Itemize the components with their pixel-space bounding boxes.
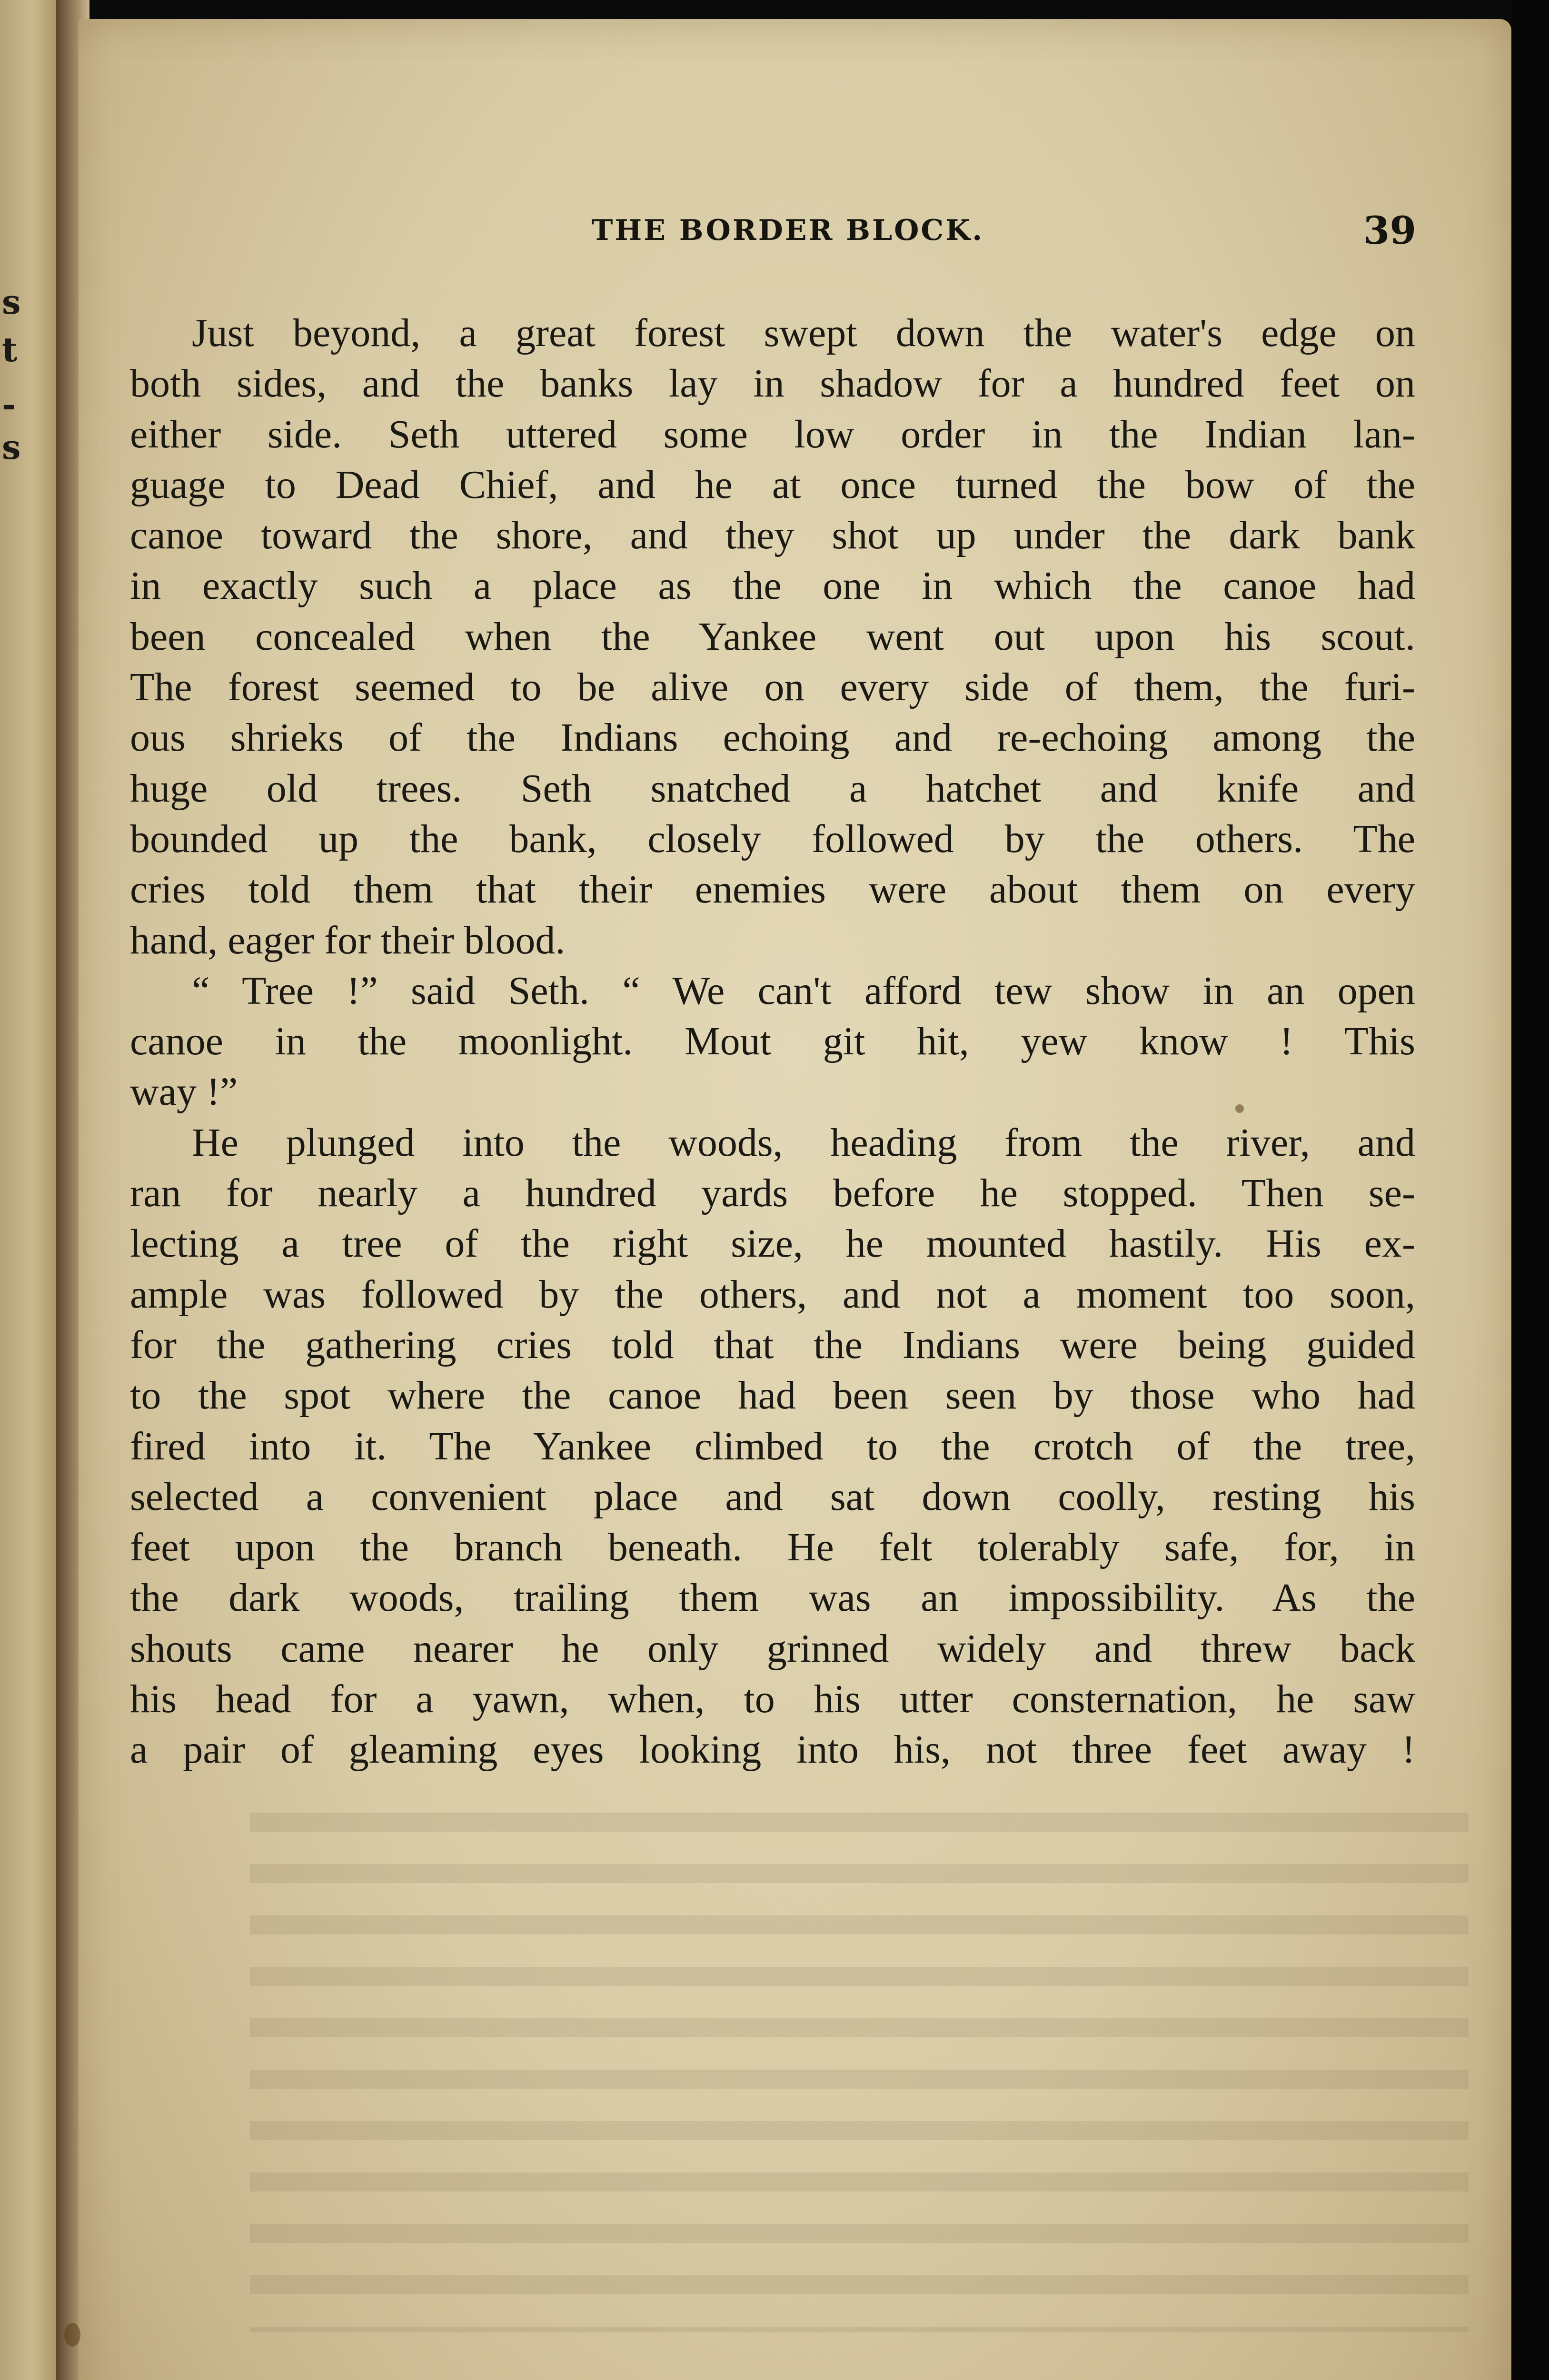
page-number: 39 — [1363, 208, 1416, 253]
book-page — [79, 19, 1511, 2380]
text-line: The forest seemed to be alive on every side of them, the furi- — [130, 665, 1415, 710]
facing-page-fragment: t — [2, 330, 18, 369]
text-line: both sides, and the banks lay in shadow for a hundred feet on — [130, 361, 1415, 406]
text-line: Just beyond, a great forest swept down the water's edge on — [192, 311, 1415, 355]
text-line: lecting a tree of the right size, he mounted hastily. His ex- — [130, 1221, 1415, 1266]
paper-stain — [1235, 1104, 1244, 1113]
text-line: in exactly such a place as the one in which the canoe had — [130, 564, 1415, 608]
text-line: for the gathering cries told that the Indians were being guided — [130, 1322, 1415, 1367]
text-line: bounded up the bank, closely followed by the others. The — [130, 816, 1415, 861]
facing-page-fragment: - — [2, 385, 16, 424]
text-line: the dark woods, trailing them was an impossibility. As the — [130, 1576, 1415, 1620]
facing-page-fragment: s — [2, 427, 21, 467]
bleed-through-text — [250, 1795, 1469, 2332]
text-line: cries told them that their enemies were about them on every — [130, 867, 1415, 912]
text-line: huge old trees. Seth snatched a hatchet and knife and — [130, 766, 1415, 811]
text-line: fired into it. The Yankee climbed to the crotch of the tree, — [130, 1424, 1415, 1468]
running-title: THE BORDER BLOCK. — [591, 214, 984, 247]
text-line: ous shrieks of the Indians echoing and re-echoing among the — [130, 715, 1415, 760]
text-line: way !” — [130, 1070, 238, 1114]
text-line: selected a convenient place and sat down coolly, resting his — [130, 1474, 1415, 1519]
facing-page-fragment: s — [2, 282, 21, 322]
paper-stain — [64, 2323, 80, 2347]
text-line: canoe in the moonlight. Mout git hit, yew know ! This — [130, 1019, 1415, 1064]
text-line: canoe toward the shore, and they shot up under the dark bank — [130, 513, 1415, 558]
text-line: “ Tree !” said Seth. “ We can't afford tew show in an open — [192, 968, 1415, 1013]
text-line: his head for a yawn, when, to his utter consternation, he saw — [130, 1677, 1415, 1722]
text-line: a pair of gleaming eyes looking into his, not three feet away ! — [130, 1727, 1415, 1772]
text-line: feet upon the branch beneath. He felt tolerably safe, for, in — [130, 1525, 1415, 1570]
facing-page-edge — [0, 0, 60, 2380]
text-line: ran for nearly a hundred yards before he stopped. Then se- — [130, 1171, 1415, 1216]
text-line: hand, eager for their blood. — [130, 918, 566, 962]
text-line: either side. Seth uttered some low order in the Indian lan- — [130, 412, 1415, 456]
page-header — [159, 208, 1416, 251]
text-line: to the spot where the canoe had been seen by those who had — [130, 1373, 1415, 1418]
scan-background — [1511, 0, 1549, 2380]
body-text — [130, 308, 1415, 1775]
text-line: ample was followed by the others, and not a moment too soon, — [130, 1272, 1415, 1317]
text-line: shouts came nearer he only grinned widely and threw back — [130, 1626, 1415, 1671]
text-line: He plunged into the woods, heading from the river, and — [192, 1120, 1415, 1165]
text-line: been concealed when the Yankee went out upon his scout. — [130, 614, 1415, 659]
text-line: guage to Dead Chief, and he at once turned the bow of the — [130, 462, 1415, 507]
